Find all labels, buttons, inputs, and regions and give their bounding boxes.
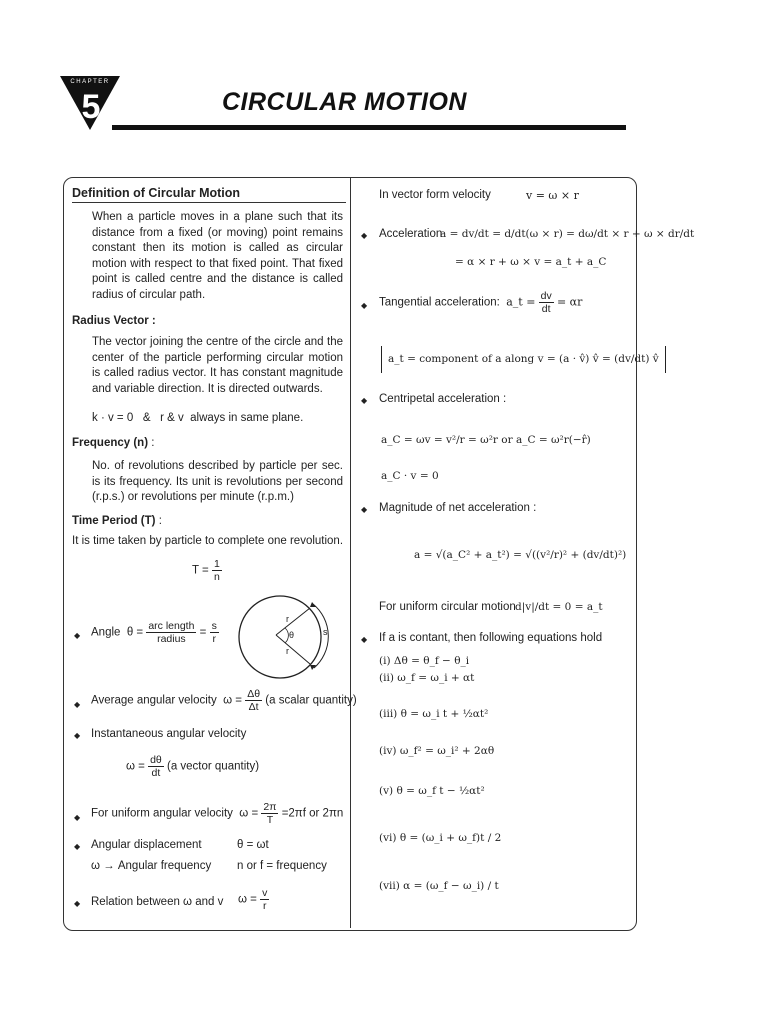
tangential-lhs: a_t = xyxy=(506,295,536,309)
bullet: ◆ xyxy=(361,396,368,405)
inst-omega-formula xyxy=(126,754,259,779)
title-rule xyxy=(112,125,626,130)
relation-lhs: ω = xyxy=(238,893,257,906)
avg-omega-note: (a scalar quantity) xyxy=(265,694,357,707)
angle-lhs: θ = xyxy=(126,626,144,639)
relation-denominator: r xyxy=(262,900,267,912)
bullet: ◆ xyxy=(74,700,81,709)
chapter-number: 5 xyxy=(81,88,101,126)
bullet: ◆ xyxy=(74,842,81,851)
bullet: ◆ xyxy=(74,899,81,908)
time-period-colon: : xyxy=(158,515,162,527)
avg-omega-lhs: ω = xyxy=(223,694,243,707)
centripetal-label: Centripetal acceleration : xyxy=(379,393,507,405)
inst-omega-denominator: dt xyxy=(151,767,161,779)
frequency-colon: : xyxy=(151,437,155,449)
relation-label: Relation between ω and v xyxy=(91,896,224,908)
tangential-label: Tangential acceleration: xyxy=(379,296,500,309)
diagram-r-top: r xyxy=(286,614,289,624)
ang-freq-label: ω → Angular frequency xyxy=(91,860,212,872)
tangential-formula xyxy=(379,290,582,315)
plane-eq-amp: & xyxy=(142,412,151,424)
bullet: ◆ xyxy=(361,635,368,644)
uniform-omega-denominator: T xyxy=(266,814,274,826)
angle-denominator-2: r xyxy=(212,633,216,645)
definition-text: When a particle moves in a plane such that its distance from a fixed (or moving) point remains constant then its motion is called as circular motion with respect to that fixed point. That fixed point is called centre and the distance is called radius of circular path. xyxy=(92,211,343,301)
chapter-label: CHAPTER xyxy=(70,79,110,85)
tangential-numerator: dv xyxy=(540,290,552,302)
relation-formula xyxy=(238,887,269,912)
avg-omega-label: Average angular velocity xyxy=(91,694,217,707)
eq-6: (vi) θ = (ω_i + ω_f)t / 2 xyxy=(379,832,502,844)
T-fraction xyxy=(212,558,222,583)
radius-vector-heading: Radius Vector : xyxy=(72,315,156,327)
section-rule xyxy=(72,202,346,203)
plane-eq-tail: always in same plane. xyxy=(190,412,304,424)
diagram-s: s xyxy=(323,627,328,637)
angle-formula xyxy=(91,620,219,645)
uniform-omega-formula xyxy=(91,801,343,826)
component-box: a_t = component of a along v = (a · v̂) v̂ = (dv/dt) v̂ xyxy=(381,346,666,373)
frequency-text: No. of revolutions described by particle per sec. is its frequency. Its unit is revolutions per second (r.p.s.) or revolutions per minute (r.p.m.) xyxy=(92,460,343,504)
accel-label: Acceleration xyxy=(379,228,443,240)
angle-fraction-2 xyxy=(210,620,219,645)
bullet: ◆ xyxy=(361,231,368,240)
frequency-heading-line xyxy=(72,436,154,451)
uniform-omega-lhs: ω = xyxy=(239,807,259,820)
ucm-eq: d|v|/dt = 0 = a_t xyxy=(515,601,603,613)
angle-label: Angle xyxy=(91,626,121,639)
bullet: ◆ xyxy=(361,301,368,310)
radius-vector-text: The vector joining the centre of the circle and the center of the particle performing circular motion is called radius vector. It has constant magnitude and variable direction. It is directed outwards. xyxy=(92,336,343,395)
eq-5: (v) θ = ω_f t − ½αt² xyxy=(379,785,485,797)
vec-velocity-label: In vector form velocity xyxy=(379,189,491,201)
T-denominator: n xyxy=(213,571,220,583)
const-label: If a is contant, then following equations hold xyxy=(379,632,603,644)
tangential-rhs: = αr xyxy=(556,295,583,309)
angle-fraction xyxy=(146,620,196,645)
relation-numerator: v xyxy=(262,887,268,899)
vec-velocity-eq: v = ω × r xyxy=(526,189,579,202)
uniform-omega-rhs: =2πf or 2πn xyxy=(281,807,344,820)
avg-omega-denominator: Δt xyxy=(248,701,259,713)
ang-disp-label: Angular displacement xyxy=(91,839,202,851)
tangential-fraction xyxy=(539,290,554,315)
inst-omega-label: Instantaneous angular velocity xyxy=(91,728,247,740)
angle-numerator: arc length xyxy=(148,620,195,632)
uniform-omega-numerator: 2π xyxy=(263,801,277,813)
time-period-formula xyxy=(192,558,222,583)
ang-freq-eq: n or f = frequency xyxy=(237,860,327,872)
inst-omega-fraction xyxy=(148,754,164,779)
avg-omega-fraction xyxy=(245,688,262,713)
uniform-omega-fraction xyxy=(261,801,278,826)
frequency-heading: Frequency (n) xyxy=(72,437,149,449)
centripetal-dot: a_C · v = 0 xyxy=(381,470,439,482)
column-divider xyxy=(350,178,351,928)
page-title: CIRCULAR MOTION xyxy=(222,88,467,116)
diagram-theta: θ xyxy=(289,630,295,640)
plane-eq-a: k · v = 0 xyxy=(92,412,134,424)
plane-eq-b: r & v xyxy=(160,412,184,424)
accel-eq-line1: a = dv/dt = d/dt(ω × r) = dω/dt × r + ω × dr/dt xyxy=(440,228,695,240)
bullet: ◆ xyxy=(74,631,81,640)
accel-eq-line2: = α × r + ω × v = a_t + a_C xyxy=(455,256,607,268)
net-accel-eq: a = √(a_C² + a_t²) = √((v²/r)² + (dv/dt)²) xyxy=(414,549,627,561)
diagram-r-bottom: r xyxy=(286,646,289,656)
eq-7: (vii) α = (ω_f − ω_i) / t xyxy=(379,880,499,892)
eq-3: (iii) θ = ω_i t + ½αt² xyxy=(379,708,489,720)
centripetal-eq: a_C = ωv = v²/r = ω²r or a_C = ω²r(−r̂) xyxy=(381,434,591,446)
eq-2: (ii) ω_f = ω_i + αt xyxy=(379,672,475,684)
avg-omega-formula xyxy=(91,688,357,713)
avg-omega-numerator: Δθ xyxy=(247,688,261,700)
bullet: ◆ xyxy=(74,813,81,822)
T-numerator: 1 xyxy=(213,558,220,570)
time-period-heading-line xyxy=(72,514,162,529)
ang-disp-eq: θ = ωt xyxy=(237,839,269,851)
circle-diagram xyxy=(232,594,336,680)
eq-1: (i) Δθ = θ_f − θ_i xyxy=(379,655,470,667)
T-lhs: T = xyxy=(192,564,209,577)
relation-fraction xyxy=(260,887,269,912)
angle-eq: = xyxy=(199,626,207,639)
time-period-text: It is time taken by particle to complete one revolution. xyxy=(72,535,344,547)
eq-4: (iv) ω_f² = ω_i² + 2αθ xyxy=(379,745,495,757)
section-title: Definition of Circular Motion xyxy=(72,186,241,200)
inst-omega-lhs: ω = xyxy=(126,760,145,773)
chapter-badge xyxy=(58,72,122,132)
angle-denominator: radius xyxy=(157,633,186,645)
inst-omega-note: (a vector quantity) xyxy=(166,760,260,773)
net-accel-label: Magnitude of net acceleration : xyxy=(379,502,537,514)
uniform-omega-label: For uniform angular velocity xyxy=(91,807,233,820)
ucm-label: For uniform circular motion xyxy=(379,601,516,613)
tangential-denominator: dt xyxy=(541,303,551,315)
bullet: ◆ xyxy=(361,505,368,514)
inst-omega-numerator: dθ xyxy=(150,754,162,766)
plane-relation xyxy=(92,411,303,426)
bullet: ◆ xyxy=(74,731,81,740)
time-period-heading: Time Period (T) xyxy=(72,515,156,527)
angle-numerator-2: s xyxy=(211,620,217,632)
